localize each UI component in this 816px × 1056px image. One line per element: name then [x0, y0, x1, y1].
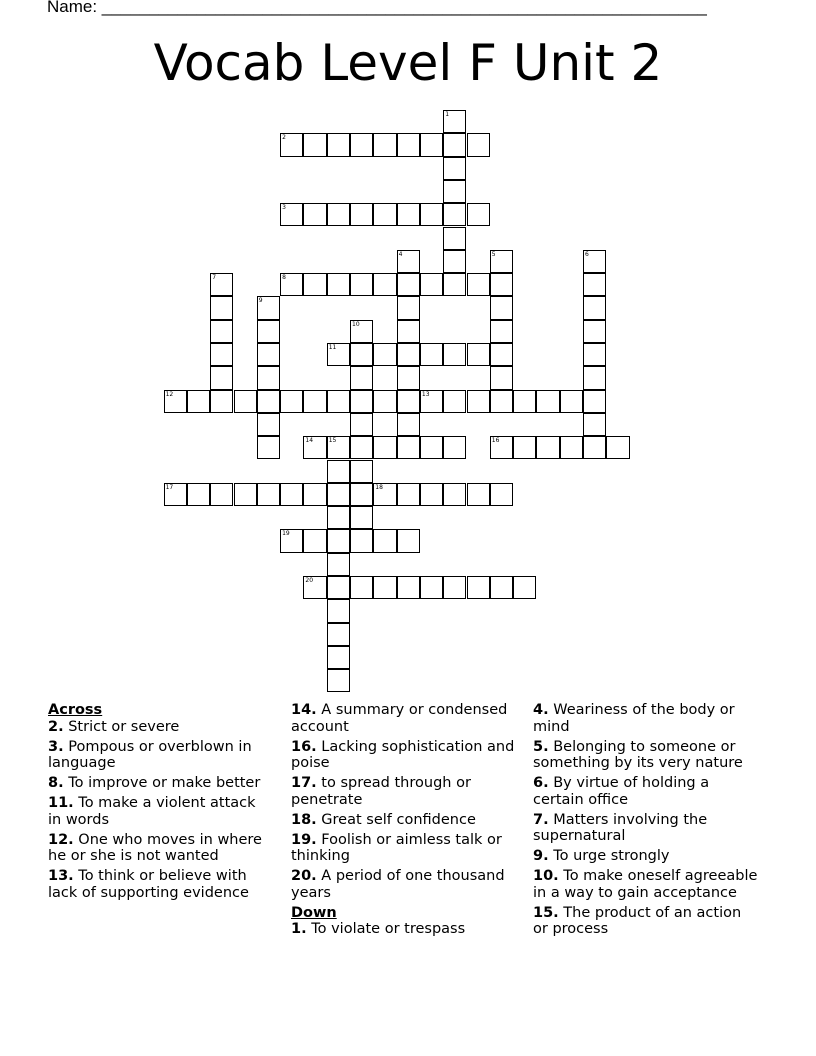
clue-number: 6 — [585, 250, 589, 258]
grid-cell[interactable] — [513, 576, 536, 599]
grid-cell[interactable] — [420, 436, 443, 459]
grid-cell[interactable] — [606, 436, 629, 459]
grid-cell[interactable] — [327, 646, 350, 669]
clue-down-15: 15. The product of an action or process — [533, 904, 742, 937]
grid-cell[interactable] — [397, 133, 420, 156]
grid-cell[interactable] — [187, 390, 210, 413]
grid-cell[interactable] — [350, 460, 373, 483]
grid-cell[interactable] — [490, 273, 513, 296]
grid-cell[interactable] — [350, 506, 373, 529]
grid-cell[interactable] — [583, 273, 606, 296]
clues-column-2 — [291, 702, 516, 941]
clue-across-3: 3. Pompous or overblown in language — [48, 738, 252, 771]
grid-cell[interactable] — [257, 320, 280, 343]
grid-cell[interactable] — [560, 436, 583, 459]
grid-cell[interactable] — [257, 296, 280, 319]
grid-cell[interactable] — [490, 366, 513, 389]
grid-cell[interactable] — [467, 390, 490, 413]
grid-cell[interactable] — [443, 390, 466, 413]
grid-cell[interactable] — [560, 390, 583, 413]
clue-number: 5 — [491, 250, 496, 258]
grid-cell[interactable] — [350, 203, 373, 226]
grid-cell[interactable] — [257, 436, 280, 459]
grid-cell[interactable] — [397, 320, 420, 343]
grid-cell[interactable] — [210, 320, 233, 343]
grid-cell[interactable] — [350, 413, 373, 436]
across-heading: Across — [48, 702, 103, 718]
clue-across-11: 11. To make a violent attack in words — [48, 795, 256, 828]
grid-cell[interactable] — [490, 250, 513, 273]
clue-across-12: 12. One who moves in where he or she is not wanted — [48, 831, 262, 864]
clue-across-2: 2. Strict or severe — [48, 718, 180, 735]
grid-cell[interactable] — [373, 343, 396, 366]
clue-number: 10 — [352, 320, 360, 328]
grid-cell[interactable] — [373, 529, 396, 552]
page-title: Vocab Level F Unit 2 — [153, 34, 663, 92]
grid-cell[interactable] — [583, 320, 606, 343]
grid-cell[interactable] — [583, 343, 606, 366]
name-field-label: Name: ________________________________________________________________ — [47, 0, 707, 16]
grid-cell[interactable] — [373, 483, 396, 506]
grid-cell[interactable] — [164, 483, 187, 506]
grid-cell[interactable] — [187, 483, 210, 506]
grid-cell[interactable] — [303, 273, 326, 296]
clue-number: 9 — [258, 297, 263, 305]
grid-cell[interactable] — [536, 390, 559, 413]
grid-cell[interactable] — [443, 227, 466, 250]
grid-cell[interactable] — [443, 180, 466, 203]
grid-cell[interactable] — [303, 133, 326, 156]
clue-number: 18 — [375, 483, 383, 491]
grid-cell[interactable] — [373, 576, 396, 599]
grid-cell[interactable] — [303, 576, 326, 599]
grid-cell[interactable] — [257, 483, 280, 506]
clue-down-1: 1. To violate or trespass — [291, 921, 466, 937]
grid-cell[interactable] — [397, 436, 420, 459]
clue-number: 7 — [212, 274, 217, 282]
grid-cell[interactable] — [443, 203, 466, 226]
grid-cell[interactable] — [420, 390, 443, 413]
grid-cell[interactable] — [536, 436, 559, 459]
grid-cell[interactable] — [420, 483, 443, 506]
grid-cell[interactable] — [420, 273, 443, 296]
grid-cell[interactable] — [327, 436, 350, 459]
clue-down-6: 6. By virtue of holding a certain office — [533, 775, 710, 808]
grid-cell[interactable] — [327, 343, 350, 366]
grid-cell[interactable] — [280, 529, 303, 552]
grid-cell[interactable] — [443, 110, 466, 133]
grid-cell[interactable] — [350, 529, 373, 552]
grid-cell[interactable] — [583, 250, 606, 273]
grid-cell[interactable] — [164, 390, 187, 413]
clue-number: 1 — [445, 111, 450, 118]
grid-cell[interactable] — [257, 413, 280, 436]
grid-cell[interactable] — [467, 576, 490, 599]
grid-cell[interactable] — [257, 343, 280, 366]
clue-number: 14 — [305, 437, 314, 445]
grid-cell[interactable] — [443, 157, 466, 180]
grid-cell[interactable] — [397, 529, 420, 552]
clue-across-14: 14. A summary or condensed account — [291, 702, 508, 735]
grid-cell[interactable] — [350, 133, 373, 156]
clue-number: 13 — [421, 390, 430, 398]
clue-number: 12 — [165, 390, 174, 398]
grid-cell[interactable] — [327, 203, 350, 226]
down-heading: Down — [291, 904, 337, 921]
grid-cell[interactable] — [397, 296, 420, 319]
grid-cell[interactable] — [327, 669, 350, 692]
grid-cell[interactable] — [583, 296, 606, 319]
clue-number: 2 — [282, 134, 286, 142]
clue-number: 20 — [305, 577, 314, 584]
grid-cell[interactable] — [210, 343, 233, 366]
clue-number: 19 — [282, 530, 290, 538]
grid-cell[interactable] — [303, 529, 326, 552]
grid-cell[interactable] — [234, 390, 257, 413]
grid-cell[interactable] — [443, 343, 466, 366]
grid-cell[interactable] — [583, 413, 606, 436]
grid-cell[interactable] — [397, 413, 420, 436]
clue-number: 15 — [328, 437, 337, 445]
grid-cell[interactable] — [280, 483, 303, 506]
clue-number: 3 — [282, 204, 286, 212]
grid-cell[interactable] — [303, 436, 326, 459]
grid-cell[interactable] — [327, 390, 350, 413]
grid-cell[interactable] — [420, 576, 443, 599]
grid-cell[interactable] — [280, 203, 303, 226]
grid-cell[interactable] — [490, 576, 513, 599]
grid-cell[interactable] — [583, 436, 606, 459]
grid-cell[interactable] — [397, 576, 420, 599]
grid-cell[interactable] — [373, 436, 396, 459]
grid-cell[interactable] — [210, 366, 233, 389]
grid-cell[interactable] — [490, 436, 513, 459]
grid-cell[interactable] — [327, 576, 350, 599]
grid-cell[interactable] — [350, 366, 373, 389]
grid-cell[interactable] — [467, 203, 490, 226]
grid-cell[interactable] — [397, 203, 420, 226]
clues-column-3 — [533, 702, 758, 941]
grid-cell[interactable] — [397, 483, 420, 506]
grid-cell[interactable] — [490, 390, 513, 413]
clue-across-8: 8. To improve or make better — [48, 775, 261, 791]
grid-cell[interactable] — [327, 273, 350, 296]
grid-cell[interactable] — [327, 483, 350, 506]
grid-cell[interactable] — [327, 460, 350, 483]
grid-cell[interactable] — [327, 133, 350, 156]
clue-number: 17 — [165, 483, 174, 491]
grid-cell[interactable] — [583, 390, 606, 413]
clue-across-19: 19. Foolish or aimless talk or thinking — [291, 831, 502, 864]
clue-down-5: 5. Belonging to someone or something by its very nature — [533, 738, 743, 771]
grid-cell[interactable] — [467, 273, 490, 296]
grid-cell[interactable] — [303, 390, 326, 413]
clue-across-16: 16. Lacking sophistication and poise — [291, 738, 515, 771]
grid-cell[interactable] — [443, 273, 466, 296]
clue-down-7: 7. Matters involving the supernatural — [533, 811, 708, 844]
grid-cell[interactable] — [373, 133, 396, 156]
clue-down-4: 4. Weariness of the body or mind — [533, 702, 735, 735]
grid-cell[interactable] — [467, 343, 490, 366]
grid-cell[interactable] — [467, 133, 490, 156]
grid-cell[interactable] — [280, 273, 303, 296]
grid-cell[interactable] — [350, 390, 373, 413]
grid-cell[interactable] — [210, 390, 233, 413]
clue-across-18: 18. Great self confidence — [291, 811, 476, 828]
grid-cell[interactable] — [210, 296, 233, 319]
clue-across-20: 20. A period of one thousand years — [291, 868, 505, 901]
clues-column-1 — [48, 702, 273, 905]
grid-cell[interactable] — [420, 203, 443, 226]
grid-cell[interactable] — [373, 390, 396, 413]
grid-cell[interactable] — [513, 436, 536, 459]
grid-cell[interactable] — [303, 203, 326, 226]
grid-cell[interactable] — [490, 343, 513, 366]
grid-cell[interactable] — [420, 133, 443, 156]
grid-cell[interactable] — [397, 250, 420, 273]
clue-across-13: 13. To think or believe with lack of supporting evidence — [48, 868, 249, 901]
grid-cell[interactable] — [303, 483, 326, 506]
clue-across-17: 17. to spread through or penetrate — [291, 775, 471, 808]
clue-down-10: 10. To make oneself agreeable in a way to gain acceptance — [533, 868, 758, 901]
grid-cell[interactable] — [257, 390, 280, 413]
grid-cell[interactable] — [327, 506, 350, 529]
grid-cell[interactable] — [234, 483, 257, 506]
grid-cell[interactable] — [350, 436, 373, 459]
clue-number: 16 — [491, 437, 500, 445]
grid-cell[interactable] — [397, 390, 420, 413]
grid-cell[interactable] — [327, 553, 350, 576]
clue-number: 4 — [398, 250, 403, 258]
grid-cell[interactable] — [490, 296, 513, 319]
grid-cell[interactable] — [443, 250, 466, 273]
grid-cell[interactable] — [443, 133, 466, 156]
grid-cell[interactable] — [327, 599, 350, 622]
grid-cell[interactable] — [443, 436, 466, 459]
grid-cell[interactable] — [350, 483, 373, 506]
grid-cell[interactable] — [280, 133, 303, 156]
grid-cell[interactable] — [490, 483, 513, 506]
clue-number: 11 — [328, 344, 337, 351]
grid-cell[interactable] — [467, 483, 490, 506]
clue-down-9: 9. To urge strongly — [533, 848, 670, 864]
grid-cell[interactable] — [513, 390, 536, 413]
grid-cell[interactable] — [397, 343, 420, 366]
grid-cell[interactable] — [350, 343, 373, 366]
grid-cell[interactable] — [210, 273, 233, 296]
grid-cell[interactable] — [350, 320, 373, 343]
grid-cell[interactable] — [420, 343, 443, 366]
grid-cell[interactable] — [327, 623, 350, 646]
grid-cell[interactable] — [210, 483, 233, 506]
grid-cell[interactable] — [373, 203, 396, 226]
grid-cell[interactable] — [350, 273, 373, 296]
grid-cell[interactable] — [443, 576, 466, 599]
clue-number: 8 — [282, 274, 286, 282]
grid-cell[interactable] — [350, 576, 373, 599]
grid-cell[interactable] — [373, 273, 396, 296]
grid-cell[interactable] — [280, 390, 303, 413]
grid-cell[interactable] — [397, 273, 420, 296]
grid-cell[interactable] — [490, 320, 513, 343]
grid-cell[interactable] — [257, 366, 280, 389]
grid-cell[interactable] — [443, 483, 466, 506]
grid-cell[interactable] — [397, 366, 420, 389]
grid-cell[interactable] — [327, 529, 350, 552]
grid-cell[interactable] — [583, 366, 606, 389]
